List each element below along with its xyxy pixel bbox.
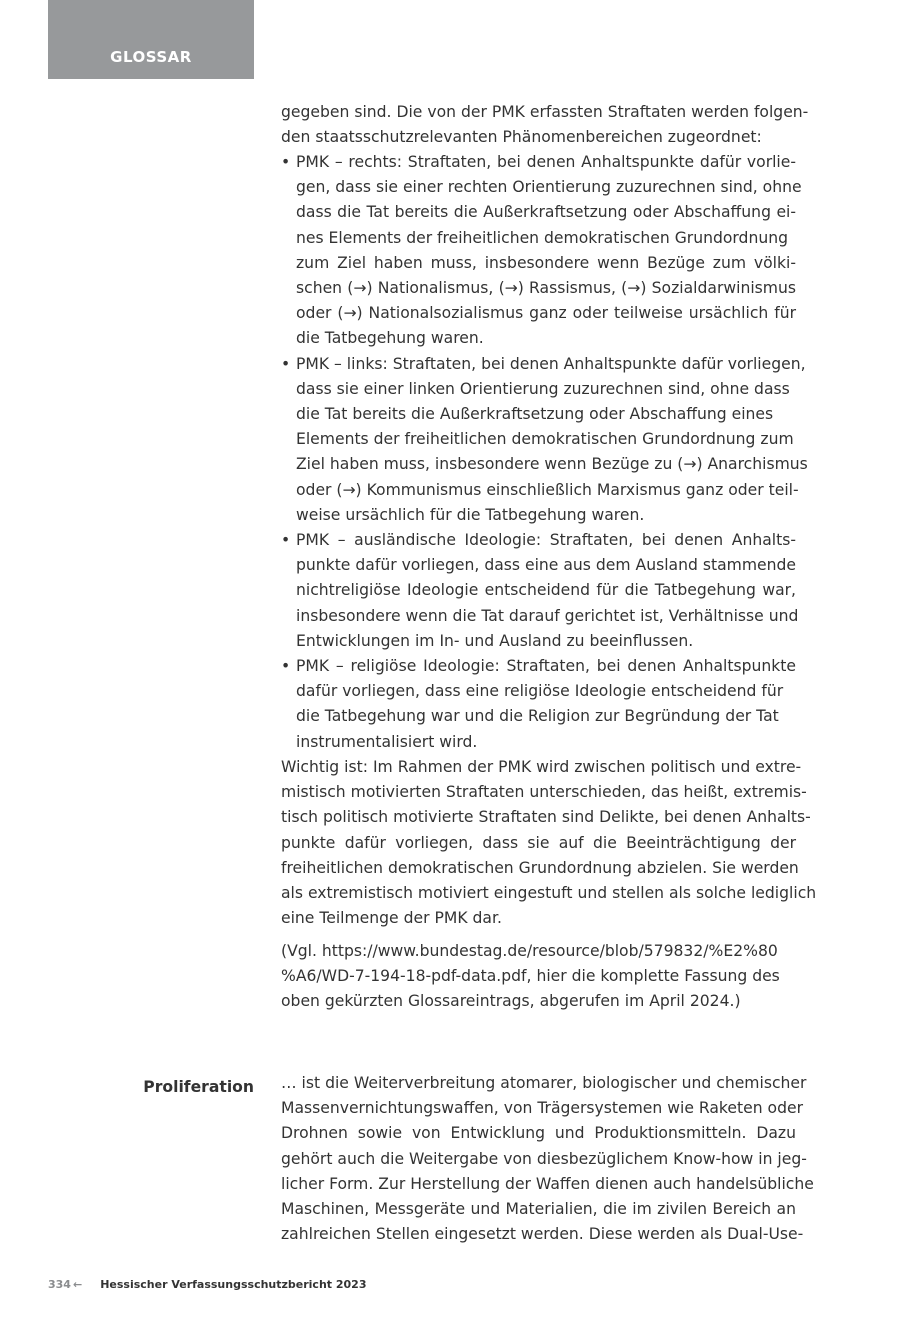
list-item [281, 654, 796, 755]
page-footer [48, 1278, 367, 1291]
text-line: insbesondere wenn die Tat darauf gerichtet ist, Verhältnisse und [296, 606, 799, 625]
section-label: GLOSSAR [110, 48, 192, 66]
bullet-icon: • [281, 657, 291, 676]
text-line: oder (→) Nationalsozialismus ganz oder teilweise ursächlich für [296, 304, 796, 323]
text-line: zahlreichen Stellen eingesetzt werden. Diese werden als Dual-Use- [281, 1225, 804, 1244]
text-line: PMK – religiöse Ideologie: Straftaten, bei denen Anhaltspunkte [296, 657, 796, 676]
text-line: %A6/WD-7-194-18-pdf-data.pdf, hier die komplette Fassung des [281, 967, 780, 986]
arrow-left-icon[interactable]: ← [72, 1278, 83, 1291]
page-number: 334 [48, 1278, 71, 1291]
text-line: freiheitlichen demokratischen Grundordnung abzielen. Sie werden [281, 858, 799, 877]
bullet-icon: • [281, 531, 291, 550]
text-line: die Tat bereits die Außerkraftsetzung oder Abschaffung eines [296, 405, 774, 424]
text-line: eine Teilmenge der PMK dar. [281, 909, 502, 928]
list-item [281, 528, 799, 654]
text-line: den staatsschutzrelevanten Phänomenbereichen zugeordnet: [281, 128, 762, 147]
text-line: Ziel haben muss, insbesondere wenn Bezüge zu (→) Anarchismus [296, 455, 808, 474]
text-line: licher Form. Zur Herstellung der Waffen dienen auch handelsübliche [281, 1174, 814, 1193]
text-line: tisch politisch motivierte Straftaten sind Delikte, bei denen Anhalts- [281, 808, 811, 827]
text-line: PMK – links: Straftaten, bei denen Anhaltspunkte dafür vorliegen, [296, 354, 806, 373]
list-item [281, 150, 802, 352]
text-line: Elements der freiheitlichen demokratischen Grundordnung zum [296, 430, 794, 449]
text-line: die Tatbegehung war und die Religion zur Begründung der Tat [296, 707, 779, 726]
text-line: dass die Tat bereits die Außerkraftsetzung oder Abschaffung ei- [296, 203, 796, 222]
text-line: PMK – rechts: Straftaten, bei denen Anhaltspunkte dafür vorlie- [296, 153, 796, 171]
intro-paragraph [281, 100, 809, 150]
list-item [281, 352, 808, 528]
text-line: schen (→) Nationalismus, (→) Rassismus, (→) Sozialdarwinismus [296, 279, 796, 298]
text-line: Drohnen sowie von Entwicklung und Produktionsmitteln. Dazu [281, 1124, 796, 1143]
publication-title: Hessischer Verfassungsschutzbericht 2023 [100, 1278, 367, 1291]
text-line: dass sie einer linken Orientierung zuzurechnen sind, ohne dass [296, 379, 790, 398]
text-line: punkte dafür vorliegen, dass sie auf die Beeinträchtigung der [281, 833, 796, 852]
source-note [281, 939, 796, 1015]
text-line: als extremistisch motiviert eingestuft und stellen als solche lediglich [281, 884, 817, 903]
text-line: gehört auch die Weitergabe von diesbezüglichem Know-how in jeg- [281, 1149, 807, 1168]
text-line: gegeben sind. Die von der PMK erfassten Straftaten werden folgen- [281, 103, 809, 121]
text-line: die Tatbegehung waren. [296, 329, 484, 348]
text-line: instrumentalisiert wird. [296, 732, 478, 751]
bullet-icon: • [281, 354, 291, 373]
text-line: Maschinen, Messgeräte und Materialien, die im zivilen Bereich an [281, 1200, 796, 1219]
text-line: zum Ziel haben muss, insbesondere wenn Bezüge zum völki- [296, 253, 796, 272]
text-line: punkte dafür vorliegen, dass eine aus dem Ausland stammende [296, 556, 796, 575]
text-line: gen, dass sie einer rechten Orientierung zuzurechnen sind, ohne [296, 178, 802, 197]
text-line: mistisch motivierten Straftaten unterschieden, das heißt, extremis- [281, 783, 807, 802]
text-line: PMK – ausländische Ideologie: Straftaten, bei denen Anhalts- [296, 531, 796, 550]
text-line: nichtreligiöse Ideologie entscheidend für die Tatbegehung war, [296, 581, 796, 600]
text-line: nes Elements der freiheitlichen demokratischen Grundordnung [296, 228, 788, 247]
text-line: dafür vorliegen, dass eine religiöse Ideologie entscheidend für [296, 682, 784, 701]
text-line: oben gekürzten Glossareintrags, abgerufen im April 2024.) [281, 992, 741, 1011]
text-line: oder (→) Kommunismus einschließlich Marxismus ganz oder teil- [296, 480, 799, 499]
text-line: Wichtig ist: Im Rahmen der PMK wird zwischen politisch und extre- [281, 758, 802, 776]
glossary-definition [281, 1071, 814, 1247]
text-line: … ist die Weiterverbreitung atomarer, biologischer und chemischer [281, 1074, 807, 1092]
pmk-bullet-list [281, 150, 808, 755]
glossary-term: Proliferation [143, 1078, 254, 1096]
text-line: weise ursächlich für die Tatbegehung waren. [296, 505, 645, 524]
section-tab [48, 0, 254, 79]
source-url-line: (Vgl. https://www.bundestag.de/resource/blob/579832/%E2%80 [281, 942, 778, 960]
text-line: Entwicklungen im In- und Ausland zu beeinflussen. [296, 631, 694, 650]
text-line: Massenvernichtungswaffen, von Trägersystemen wie Raketen oder [281, 1099, 803, 1118]
important-paragraph [281, 755, 817, 931]
bullet-icon: • [281, 153, 291, 171]
